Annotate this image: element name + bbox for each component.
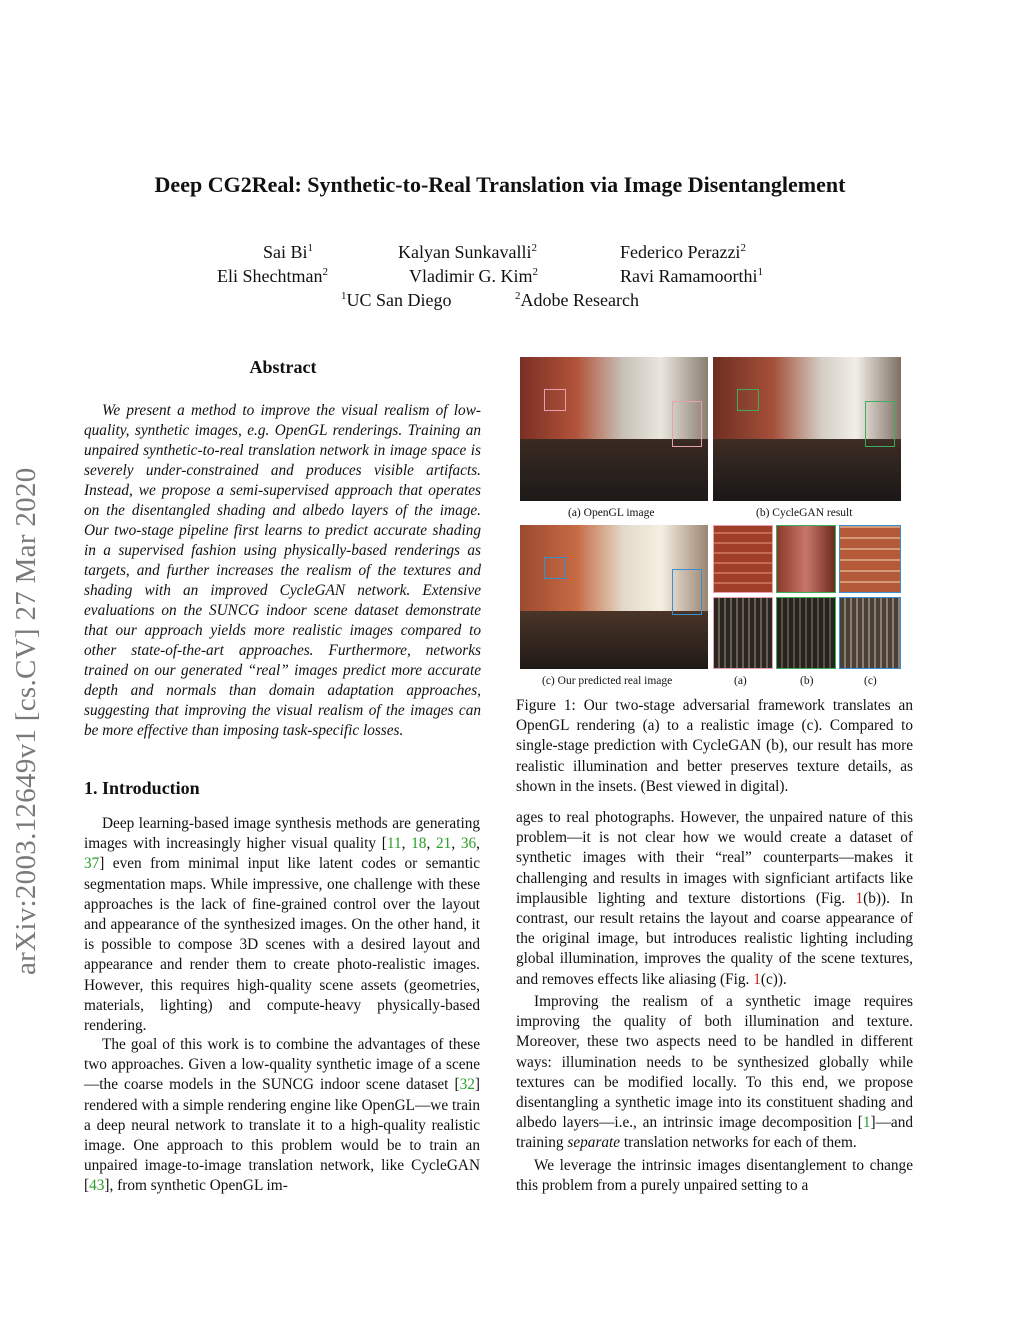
figure-1 xyxy=(518,357,904,691)
affiliation: $^2$Adobe Research xyxy=(515,290,639,310)
inset-tile-c xyxy=(839,597,901,669)
citation-link[interactable]: 1 xyxy=(862,1114,871,1132)
figure-link[interactable]: 1 xyxy=(753,970,761,988)
arxiv-stamp: arXiv:2003.12649v1 [cs.CV] 27 Mar 2020 xyxy=(10,467,42,975)
citation-link[interactable]: 37 xyxy=(84,855,100,873)
inset-tile-b xyxy=(776,597,836,669)
inset-brick-c xyxy=(839,525,901,593)
citation-link[interactable]: 36 xyxy=(460,835,477,853)
intro-paragraph-4: Improving the realism of a synthetic image requires improving the quality of both illumination and texture. Moreover, these two aspects need to be handled in different ways: illumination needs to be synthesized globally while textures can be modified locally. To this end, we propose disentangling a synthetic image into its constituent shading and albedo layers—i.e., an intrinsic image decomposition [1]—and training separate translation networks for each of them. xyxy=(516,993,913,1152)
affiliation: $^1$UC San Diego xyxy=(341,290,452,310)
subcaption-b: (b) CycleGAN result xyxy=(756,507,853,519)
intro-heading: 1. Introduction xyxy=(84,778,200,798)
cyclegan-image xyxy=(713,357,901,501)
predicted-image xyxy=(520,525,708,669)
subcaption-c: (c) Our predicted real image xyxy=(542,675,673,687)
author: Eli Shechtman$^2$ xyxy=(217,266,328,286)
intro-paragraph-2: The goal of this work is to combine the advantages of these two approaches. Given a low-quality synthetic image of a scene—the coarse models in the SUNCG indoor scene dataset [32] rendered with a simple rendering engine like OpenGL—we train a deep neural network to translate it to a high-quality realistic image. One approach to this problem would be to train an unpaired image-to-image translation network, like CycleGAN [43], from synthetic OpenGL im- xyxy=(84,1036,480,1195)
figure-link[interactable]: 1 xyxy=(855,889,864,907)
intro-paragraph-5: We leverage the intrinsic images disentanglement to change this problem from a purely unpaired setting to a xyxy=(516,1157,913,1195)
citation-link[interactable]: 18 xyxy=(411,835,427,853)
figure-caption: Figure 1: Our two-stage adversarial framework translates an OpenGL rendering (a) to a realistic image (c). Compared to single-stage prediction with CycleGAN (b), our result has more realistic illumination and better preserves texture details, as shown in the insets. (Best viewed in digital). xyxy=(516,697,913,795)
inset-brick-b xyxy=(776,525,836,593)
author: Federico Perazzi$^2$ xyxy=(620,242,746,262)
author: Kalyan Sunkavalli$^2$ xyxy=(398,242,537,262)
opengl-image xyxy=(520,357,708,501)
citation-link[interactable]: 11 xyxy=(386,835,402,853)
citation-link[interactable]: 32 xyxy=(459,1076,475,1094)
author: Vladimir G. Kim$^2$ xyxy=(409,266,538,286)
inset-label-c: (c) xyxy=(864,675,877,687)
author: Ravi Ramamoorthi$^1$ xyxy=(620,266,763,286)
inset-brick-a xyxy=(713,525,773,593)
author: Sai Bi$^1$ xyxy=(263,242,314,262)
citation-link[interactable]: 21 xyxy=(436,835,452,853)
abstract-heading: Abstract xyxy=(249,357,317,377)
intro-paragraph-1: Deep learning-based image synthesis methods are generating images with increasingly higher visual quality [11, 18, 21, 36, 37] even from minimal input like latent codes or semantic segmentation maps. While impressive, one challenge with these approaches is the lack of fine-grained control over the layout and appearance of the synthesized images. On the other hand, it is possible to compose 3D scenes with a desired layout and appearance and render them to create photo-realistic images. However, this requires high-quality scene assets (geometries, materials, lighting) and compute-heavy physically-based rendering. xyxy=(84,815,480,1035)
abstract-text: We present a method to improve the visual realism of low-quality, synthetic images, e.g. OpenGL renderings. Training an unpaired synthetic-to-real translation network in image space is severely under-constrained and produces visible artifacts. Instead, we propose a semi-supervised approach that operates on the disentangled shading and albedo layers of the image. Our two-stage pipeline first learns to predict accurate shading in a supervised fashion using physically-based renderings as targets, and further increases the realism of the textures and shading with an improved CycleGAN network. Extensive evaluations on the SUNCG indoor scene dataset demonstrate that our approach yields more realistic images compared to other state-of-the-art approaches. Furthermore, networks trained on our generated “real” images predict more accurate depth and normals than domain adaptation approaches, suggesting that improving the visual realism of the images can be more effective than imposing task-specific losses. xyxy=(84,402,481,739)
paper-title: Deep CG2Real: Synthetic-to-Real Translation via Image Disentanglement xyxy=(154,172,846,197)
intro-paragraph-3: ages to real photographs. However, the unpaired nature of this problem—it is not clear how we would create a dataset of synthetic images with their “real” counterparts—makes it challenging and results in images with signficiant artifacts like implausible lighting and texture distortions (Fig. 1(b)). In contrast, our result retains the layout and coarse appearance of the original image, but introduces realistic lighting including global illumination, improves the quality of the scene textures, and removes effects like aliasing (Fig. 1(c)). xyxy=(516,809,913,988)
citation-link[interactable]: 43 xyxy=(89,1177,105,1195)
inset-tile-a xyxy=(713,597,773,669)
inset-label-b: (b) xyxy=(800,675,814,687)
subcaption-a: (a) OpenGL image xyxy=(568,507,655,519)
inset-label-a: (a) xyxy=(734,675,747,687)
